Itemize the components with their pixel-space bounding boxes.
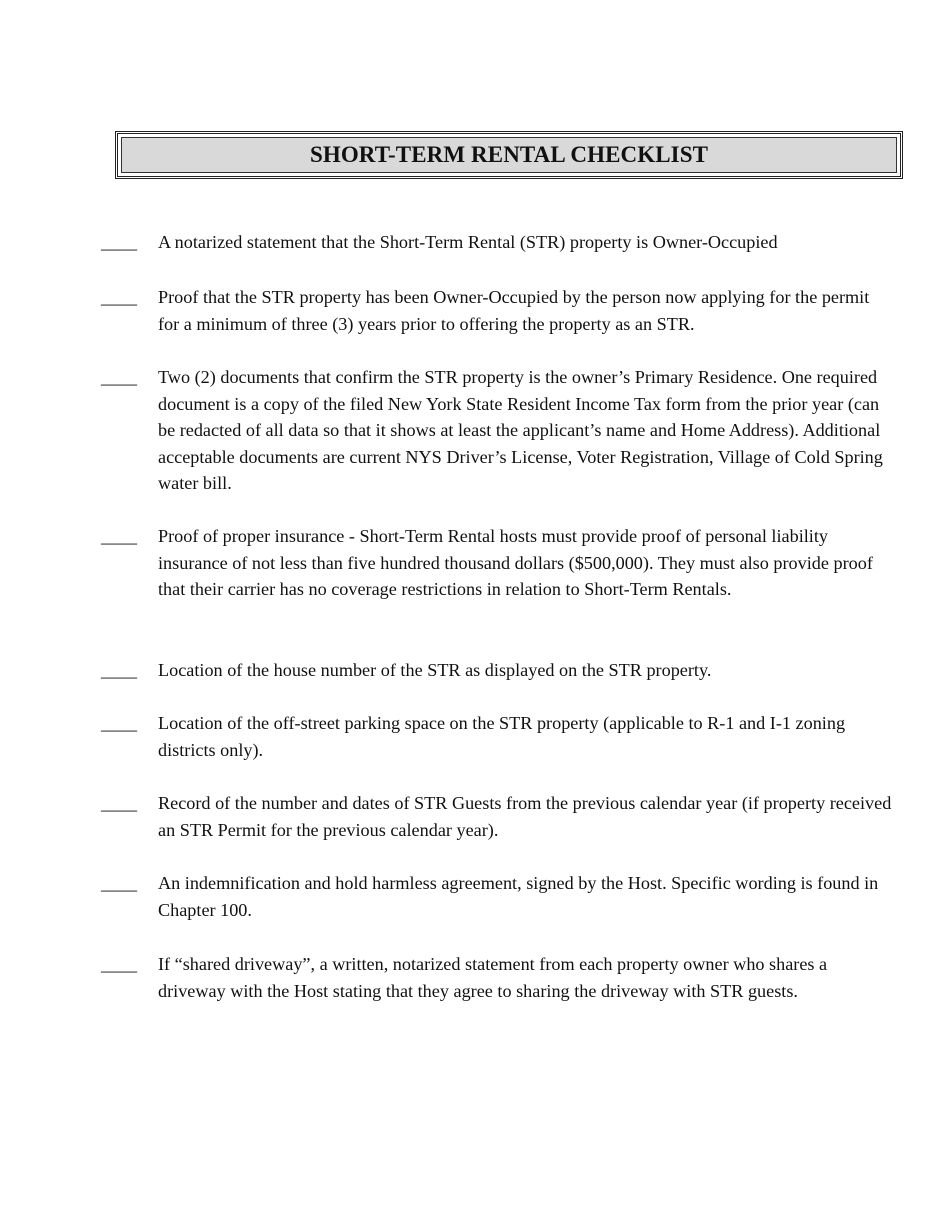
checkbox-blank[interactable]: ____: [101, 526, 137, 546]
checkbox-blank[interactable]: ____: [101, 287, 137, 307]
checklist-item-2: [101, 284, 901, 337]
checkbox-blank[interactable]: ____: [101, 793, 137, 813]
page-title: SHORT-TERM RENTAL CHECKLIST: [309, 142, 709, 167]
checklist-item-text: Location of the off-street parking space on the STR property (applicable to R-1 and I-1 zoning districts only).: [158, 713, 846, 760]
checklist-item-text: Proof of proper insurance - Short-Term Rental hosts must provide proof of personal liability insurance of not less than five hundred thousand dollars ($500,000). They must also provide proof that their carrier has no coverage restrictions in relation to Short-Term Rentals.: [158, 526, 873, 600]
checklist-item-text: Two (2) documents that confirm the STR property is the owner’s Primary Residence. One required document is a copy of the filed New York State Resident Income Tax form from the prior year (can be redacted of all data so that it shows at least the applicant’s name and Home Address). Additional acceptable documents are current NYS Driver’s License, Voter Registration, Village of Cold Spring water bill.: [158, 367, 883, 494]
checklist-item-3: [101, 364, 901, 497]
checkbox-blank[interactable]: ____: [101, 232, 137, 252]
checkbox-blank[interactable]: ____: [101, 367, 137, 387]
checklist-item-4: [101, 523, 901, 603]
checkbox-blank[interactable]: ____: [101, 713, 137, 733]
checkbox-blank[interactable]: ____: [101, 954, 137, 974]
checklist-item-9: [101, 951, 901, 1004]
checklist-item-text: If “shared driveway”, a written, notarized statement from each property owner who shares a driveway with the Host stating that they agree to sharing the driveway with STR guests.: [158, 954, 828, 1001]
checklist-item-text: Proof that the STR property has been Owner-Occupied by the person now applying for the permit for a minimum of three (3) years prior to offering the property as an STR.: [158, 287, 870, 334]
checklist-item-text: Record of the number and dates of STR Guests from the previous calendar year (if property received an STR Permit for the previous calendar year).: [158, 793, 892, 840]
checklist-item-text: A notarized statement that the Short-Term Rental (STR) property is Owner-Occupied: [158, 232, 778, 252]
checklist-item-7: [101, 790, 901, 843]
checklist-item-text: An indemnification and hold harmless agreement, signed by the Host. Specific wording is found in Chapter 100.: [158, 873, 879, 920]
checklist-item-6: [101, 710, 901, 763]
checklist-item-text: Location of the house number of the STR as displayed on the STR property.: [158, 660, 712, 680]
checklist-item-1: [101, 229, 901, 256]
checklist-item-8: [101, 870, 901, 923]
checkbox-blank[interactable]: ____: [101, 873, 137, 893]
checkbox-blank[interactable]: ____: [101, 660, 137, 680]
checklist-item-5: [101, 657, 901, 684]
